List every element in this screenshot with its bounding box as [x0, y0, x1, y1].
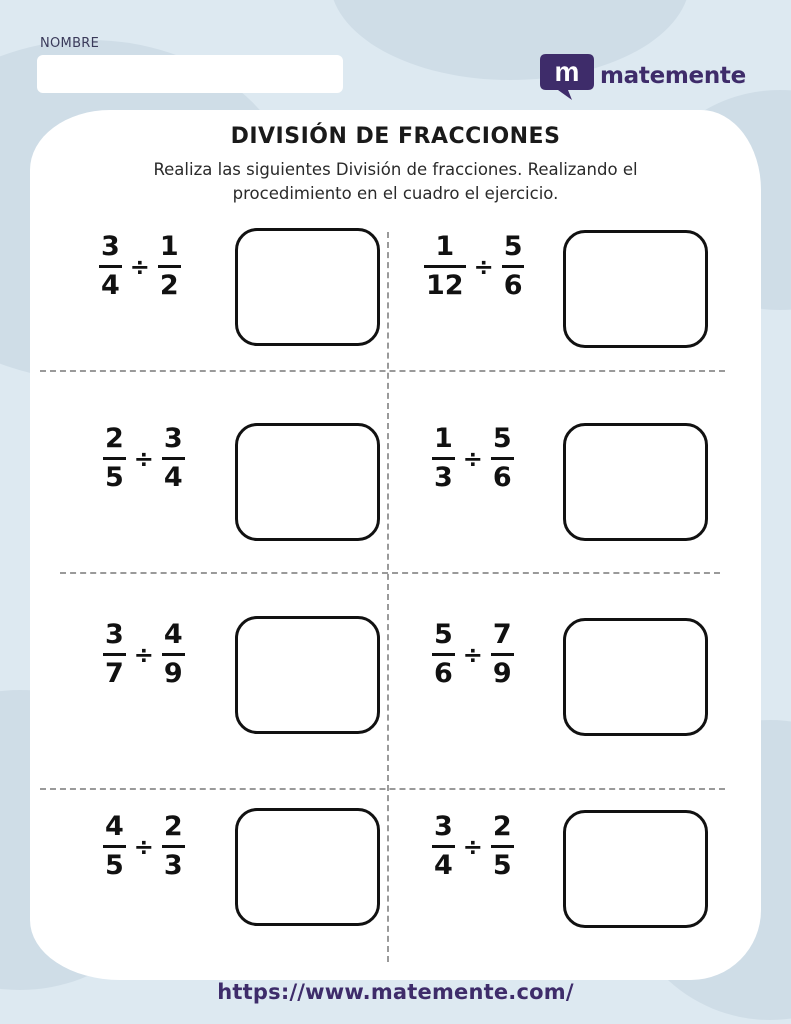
numerator: 3 — [101, 231, 120, 262]
numerator: 5 — [503, 231, 523, 262]
numerator: 5 — [434, 619, 453, 650]
name-label: NOMBRE — [40, 36, 100, 51]
dividend-fraction — [99, 232, 122, 301]
logo-speech-bubble-icon — [538, 50, 596, 102]
denominator: 5 — [105, 462, 124, 493]
denominator: 3 — [163, 850, 183, 881]
dividend-fraction — [432, 620, 455, 689]
division-sign: ÷ — [133, 640, 154, 669]
denominator: 7 — [105, 658, 124, 689]
fraction-bar — [491, 845, 514, 848]
horizontal-divider — [60, 572, 720, 574]
denominator: 4 — [434, 850, 453, 881]
fraction-bar — [432, 653, 455, 656]
division-exercise — [424, 232, 524, 301]
fraction-bar — [162, 845, 185, 848]
dividend-fraction — [103, 620, 126, 689]
division-sign: ÷ — [462, 832, 483, 861]
divisor-fraction — [491, 424, 514, 493]
fraction-bar — [103, 845, 126, 848]
fraction-bar — [103, 457, 126, 460]
divisor-fraction — [162, 424, 185, 493]
footer-url[interactable]: https://www.matemente.com/ — [217, 980, 574, 1004]
numerator: 7 — [492, 619, 512, 650]
divisor-fraction — [491, 812, 514, 881]
division-sign: ÷ — [133, 444, 154, 473]
logo — [538, 50, 746, 102]
dividend-fraction — [424, 232, 466, 301]
numerator: 3 — [434, 811, 453, 842]
divisor-fraction — [162, 812, 185, 881]
horizontal-divider — [40, 370, 725, 372]
page-title: DIVISIÓN DE FRACCIONES — [230, 124, 561, 149]
answer-box[interactable] — [563, 618, 708, 736]
numerator: 1 — [434, 423, 453, 454]
dividend-fraction — [432, 424, 455, 493]
answer-box[interactable] — [235, 423, 380, 541]
numerator: 3 — [105, 619, 124, 650]
denominator: 6 — [492, 462, 512, 493]
division-exercise — [99, 232, 181, 301]
dividend-fraction — [432, 812, 455, 881]
fraction-bar — [432, 845, 455, 848]
fraction-bar — [162, 653, 185, 656]
fraction-bar — [158, 265, 181, 268]
answer-box[interactable] — [563, 810, 708, 928]
fraction-bar — [432, 457, 455, 460]
fraction-bar — [491, 653, 514, 656]
logo-text: matemente — [600, 63, 746, 89]
horizontal-divider — [40, 788, 725, 790]
denominator: 3 — [434, 462, 453, 493]
answer-box[interactable] — [235, 616, 380, 734]
divisor-fraction — [491, 620, 514, 689]
numerator: 3 — [163, 423, 183, 454]
division-sign: ÷ — [462, 444, 483, 473]
answer-box[interactable] — [563, 230, 708, 348]
denominator: 4 — [101, 270, 120, 301]
denominator: 12 — [426, 270, 464, 301]
division-exercise — [103, 812, 185, 881]
fraction-bar — [103, 653, 126, 656]
numerator: 1 — [435, 231, 455, 262]
division-sign: ÷ — [473, 252, 494, 281]
division-sign: ÷ — [129, 252, 150, 281]
fraction-bar — [502, 265, 525, 268]
vertical-divider — [387, 232, 389, 962]
logo-letter: m — [554, 56, 580, 87]
instructions: Realiza las siguientes División de fracciones. Realizando el procedimiento en el cuadro el ejercicio. — [153, 160, 638, 203]
numerator: 5 — [492, 423, 512, 454]
division-sign: ÷ — [133, 832, 154, 861]
divisor-fraction — [502, 232, 525, 301]
division-exercise — [103, 424, 185, 493]
denominator: 2 — [159, 270, 179, 301]
numerator: 4 — [163, 619, 183, 650]
denominator: 5 — [105, 850, 124, 881]
denominator: 6 — [503, 270, 523, 301]
division-exercise — [103, 620, 185, 689]
answer-box[interactable] — [235, 228, 380, 346]
numerator: 2 — [105, 423, 124, 454]
denominator: 9 — [492, 658, 512, 689]
numerator: 1 — [159, 231, 179, 262]
fraction-bar — [99, 265, 122, 268]
denominator: 5 — [492, 850, 512, 881]
fraction-bar — [491, 457, 514, 460]
denominator: 6 — [434, 658, 453, 689]
numerator: 4 — [105, 811, 124, 842]
division-exercise — [432, 424, 514, 493]
dividend-fraction — [103, 424, 126, 493]
answer-box[interactable] — [563, 423, 708, 541]
fraction-bar — [162, 457, 185, 460]
denominator: 9 — [163, 658, 183, 689]
division-sign: ÷ — [462, 640, 483, 669]
answer-box[interactable] — [235, 808, 380, 926]
denominator: 4 — [163, 462, 183, 493]
numerator: 2 — [163, 811, 183, 842]
name-field[interactable] — [37, 55, 343, 93]
dividend-fraction — [103, 812, 126, 881]
divisor-fraction — [158, 232, 181, 301]
fraction-bar — [424, 265, 466, 268]
numerator: 2 — [492, 811, 512, 842]
division-exercise — [432, 620, 514, 689]
division-exercise — [432, 812, 514, 881]
divisor-fraction — [162, 620, 185, 689]
